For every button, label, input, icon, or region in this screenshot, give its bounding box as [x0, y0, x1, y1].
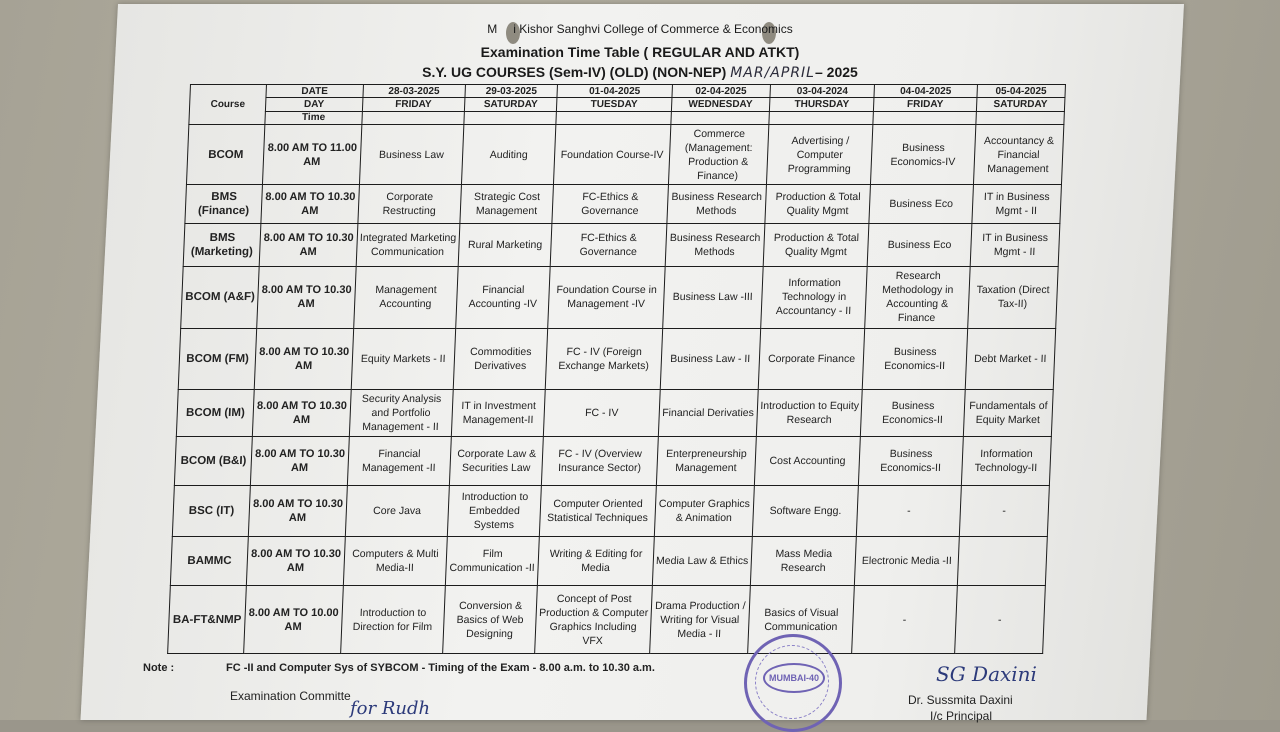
paper-cell: Fundamentals of Equity Market: [963, 389, 1053, 436]
paper-cell: Research Methodology in Accounting & Finance: [865, 267, 970, 328]
paper-cell: Business Law: [359, 124, 464, 184]
course-cell: BCOM (FM): [178, 328, 257, 389]
date-cell: 04-04-2025: [874, 85, 977, 98]
paper-cell: Equity Markets - II: [351, 328, 456, 389]
paper-cell: Business Law -III: [662, 267, 763, 328]
course-header: Course: [189, 85, 267, 125]
paper-cell: [957, 537, 1047, 586]
time-cell: 8.00 AM TO 10.30 AM: [251, 436, 349, 485]
day-cell: WEDNESDAY: [671, 98, 770, 111]
paper-cell: Corporate Finance: [758, 328, 865, 389]
paper-cell: Business Economics-II: [861, 389, 965, 436]
course-cell: BMS (Marketing): [183, 224, 261, 267]
college-stamp: [744, 634, 842, 732]
time-cell: 8.00 AM TO 10.30 AM: [253, 389, 351, 436]
course-cell: BCOM (B&I): [174, 436, 252, 485]
paper-cell: FC-Ethics & Governance: [552, 185, 668, 224]
timetable: [167, 84, 1066, 654]
day-cell: TUESDAY: [557, 98, 672, 111]
paper-cell: Management Accounting: [353, 267, 458, 328]
paper-cell: FC - IV (Foreign Exchange Markets): [545, 328, 662, 389]
paper-cell: Introduction to Equity Research: [756, 389, 862, 436]
paper-cell: Basics of Visual Communication: [748, 586, 855, 654]
principal-signature: SG Daxini: [936, 662, 1037, 686]
paper-cell: Computer Graphics & Animation: [654, 486, 754, 537]
paper-cell: Business Research Methods: [665, 224, 765, 267]
stamp-text: MUMBAI-40: [763, 663, 825, 693]
paper-cell: Business Economics-IV: [871, 124, 976, 184]
day-cell: FRIDAY: [874, 98, 977, 111]
paper-cell: -: [959, 486, 1049, 537]
paper-cell: Concept of Post Production & Computer Graphics Including VFX: [535, 586, 652, 654]
table-row: [168, 586, 1046, 654]
paper-cell: Corporate Law & Securities Law: [449, 436, 543, 485]
paper-cell: Business Research Methods: [667, 185, 767, 224]
paper-cell: FC-Ethics & Governance: [550, 224, 666, 267]
paper-cell: Business Eco: [869, 185, 973, 224]
paper-cell: Business Economics-II: [863, 328, 968, 389]
paper-cell: IT in Business Mgmt - II: [972, 185, 1062, 224]
course-cell: BMS (Finance): [185, 185, 263, 224]
time-cell: 8.00 AM TO 10.30 AM: [259, 224, 357, 267]
table-row: [186, 124, 1063, 184]
examination-committee: Examination Committe: [230, 689, 351, 703]
paper-cell: Core Java: [345, 486, 449, 537]
course-cell: BAMMC: [170, 537, 248, 586]
time-cell: 8.00 AM TO 10.30 AM: [257, 267, 356, 328]
note-label: Note :: [143, 662, 175, 674]
header-row-day: [189, 98, 1065, 111]
day-cell: FRIDAY: [362, 98, 465, 111]
course-cell: BA-FT&NMP: [168, 586, 247, 654]
paper-cell: Film Communication -II: [445, 537, 539, 586]
course-cell: BSC (IT): [172, 486, 250, 537]
paper-cell: Production & Total Quality Mgmt: [763, 224, 869, 267]
paper-cell: Rural Marketing: [458, 224, 552, 267]
paper-cell: Computer Oriented Statistical Techniques: [540, 486, 656, 537]
time-cell: 8.00 AM TO 10.30 AM: [249, 486, 347, 537]
paper-cell: Introduction to Direction for Film: [340, 586, 445, 654]
date-cell: 01-04-2025: [557, 85, 672, 98]
table-row: [183, 224, 1060, 267]
paper-cell: -: [857, 486, 961, 537]
paper-cell: Writing & Editing for Media: [538, 537, 654, 586]
paper-cell: Business Economics-II: [859, 436, 963, 485]
paper-cell: Auditing: [461, 124, 556, 184]
time-cell: 8.00 AM TO 10.30 AM: [254, 328, 353, 389]
paper-cell: Media Law & Ethics: [652, 537, 752, 586]
table-row: [185, 185, 1062, 224]
paper-cell: IT in Investment Management-II: [451, 389, 545, 436]
paper-cell: Computers & Multi Media-II: [343, 537, 447, 586]
table-row: [176, 389, 1053, 436]
paper-cell: Taxation (Direct Tax-II): [967, 267, 1058, 328]
header-row-time: [189, 111, 1065, 124]
paper-cell: Accountancy & Financial Management: [973, 124, 1064, 184]
date-cell: 29-03-2025: [465, 85, 558, 98]
page-title: Examination Time Table ( REGULAR AND ATKT): [480, 44, 800, 60]
paper-cell: Integrated Marketing Communication: [356, 224, 460, 267]
paper-cell: Software Engg.: [752, 486, 858, 537]
day-label: DAY: [266, 98, 363, 111]
table-row: [172, 486, 1049, 537]
table-row: [181, 267, 1058, 328]
note-text: FC -II and Computer Sys of SYBCOM - Timing of the Exam - 8.00 a.m. to 10.30 a.m.: [226, 662, 655, 674]
handwritten-session: MAR/APRIL: [730, 65, 815, 81]
date-cell: 28-03-2025: [363, 85, 466, 98]
paper-cell: FC - IV: [544, 389, 660, 436]
date-cell: 03-04-2024: [770, 85, 875, 98]
paper-cell: Strategic Cost Management: [460, 185, 554, 224]
paper-cell: IT in Business Mgmt - II: [970, 224, 1060, 267]
paper-cell: Financial Derivaties: [658, 389, 758, 436]
course-cell: BCOM (IM): [176, 389, 254, 436]
paper-cell: Information Technology in Accountancy - II: [761, 267, 868, 328]
time-cell: 8.00 AM TO 10.30 AM: [261, 185, 359, 224]
date-cell: 05-04-2025: [977, 85, 1066, 98]
course-cell: BCOM: [186, 124, 265, 184]
paper-cell: Foundation Course in Management -IV: [548, 267, 665, 328]
paper-cell: Financial Accounting -IV: [456, 267, 551, 328]
paper-cell: Commerce (Management: Production & Finance): [668, 124, 769, 184]
time-cell: 8.00 AM TO 10.30 AM: [247, 537, 345, 586]
paper-cell: Corporate Restructing: [357, 185, 461, 224]
paper-cell: Introduction to Embedded Systems: [447, 486, 541, 537]
header-row-date: [190, 85, 1066, 98]
table-row: [178, 328, 1055, 389]
paper-cell: Commodities Derivatives: [453, 328, 548, 389]
paper-cell: Business Eco: [867, 224, 971, 267]
paper-cell: Security Analysis and Portfolio Management - II: [349, 389, 453, 436]
paper-cell: Advertising / Computer Programming: [766, 124, 873, 184]
course-cell: BCOM (A&F): [181, 267, 260, 328]
day-cell: THURSDAY: [769, 98, 874, 111]
page-subtitle: S.Y. UG COURSES (Sem-IV) (OLD) (NON-NEP) MAR/APRIL– 2025: [422, 64, 858, 81]
table-row: [174, 436, 1051, 485]
day-cell: SATURDAY: [976, 98, 1065, 111]
day-cell: SATURDAY: [464, 98, 557, 111]
principal-title: I/c Principal: [930, 709, 993, 723]
paper-cell: Financial Management -II: [347, 436, 451, 485]
time-cell: 8.00 AM TO 10.00 AM: [244, 586, 343, 654]
paper-cell: FC - IV (Overview Insurance Sector): [542, 436, 658, 485]
paper-cell: Drama Production / Writing for Visual Media - II: [649, 586, 750, 654]
paper-cell: Debt Market - II: [965, 328, 1056, 389]
date-cell: 02-04-2025: [672, 85, 771, 98]
paper-cell: Cost Accounting: [754, 436, 860, 485]
paper-cell: Information Technology-II: [961, 436, 1051, 485]
paper-cell: Business Law - II: [660, 328, 761, 389]
paper-cell: Conversion & Basics of Web Designing: [443, 586, 538, 654]
paper-cell: -: [954, 586, 1045, 654]
paper-cell: Foundation Course-IV: [554, 124, 671, 184]
paper-cell: Enterpreneurship Management: [656, 436, 756, 485]
paper-cell: Electronic Media -II: [855, 537, 959, 586]
paper-cell: -: [852, 586, 957, 654]
table-row: [170, 537, 1047, 586]
date-label: DATE: [266, 85, 363, 98]
time-label: Time: [265, 111, 362, 124]
paper-cell: Production & Total Quality Mgmt: [765, 185, 871, 224]
paper-cell: Mass Media Research: [750, 537, 856, 586]
time-cell: 8.00 AM TO 11.00 AM: [263, 124, 362, 184]
committee-signature: for Rudh: [350, 698, 431, 719]
college-name: M i Kishor Sanghvi College of Commerce & Economics: [487, 22, 793, 36]
principal-name: Dr. Sussmita Daxini: [908, 693, 1013, 707]
